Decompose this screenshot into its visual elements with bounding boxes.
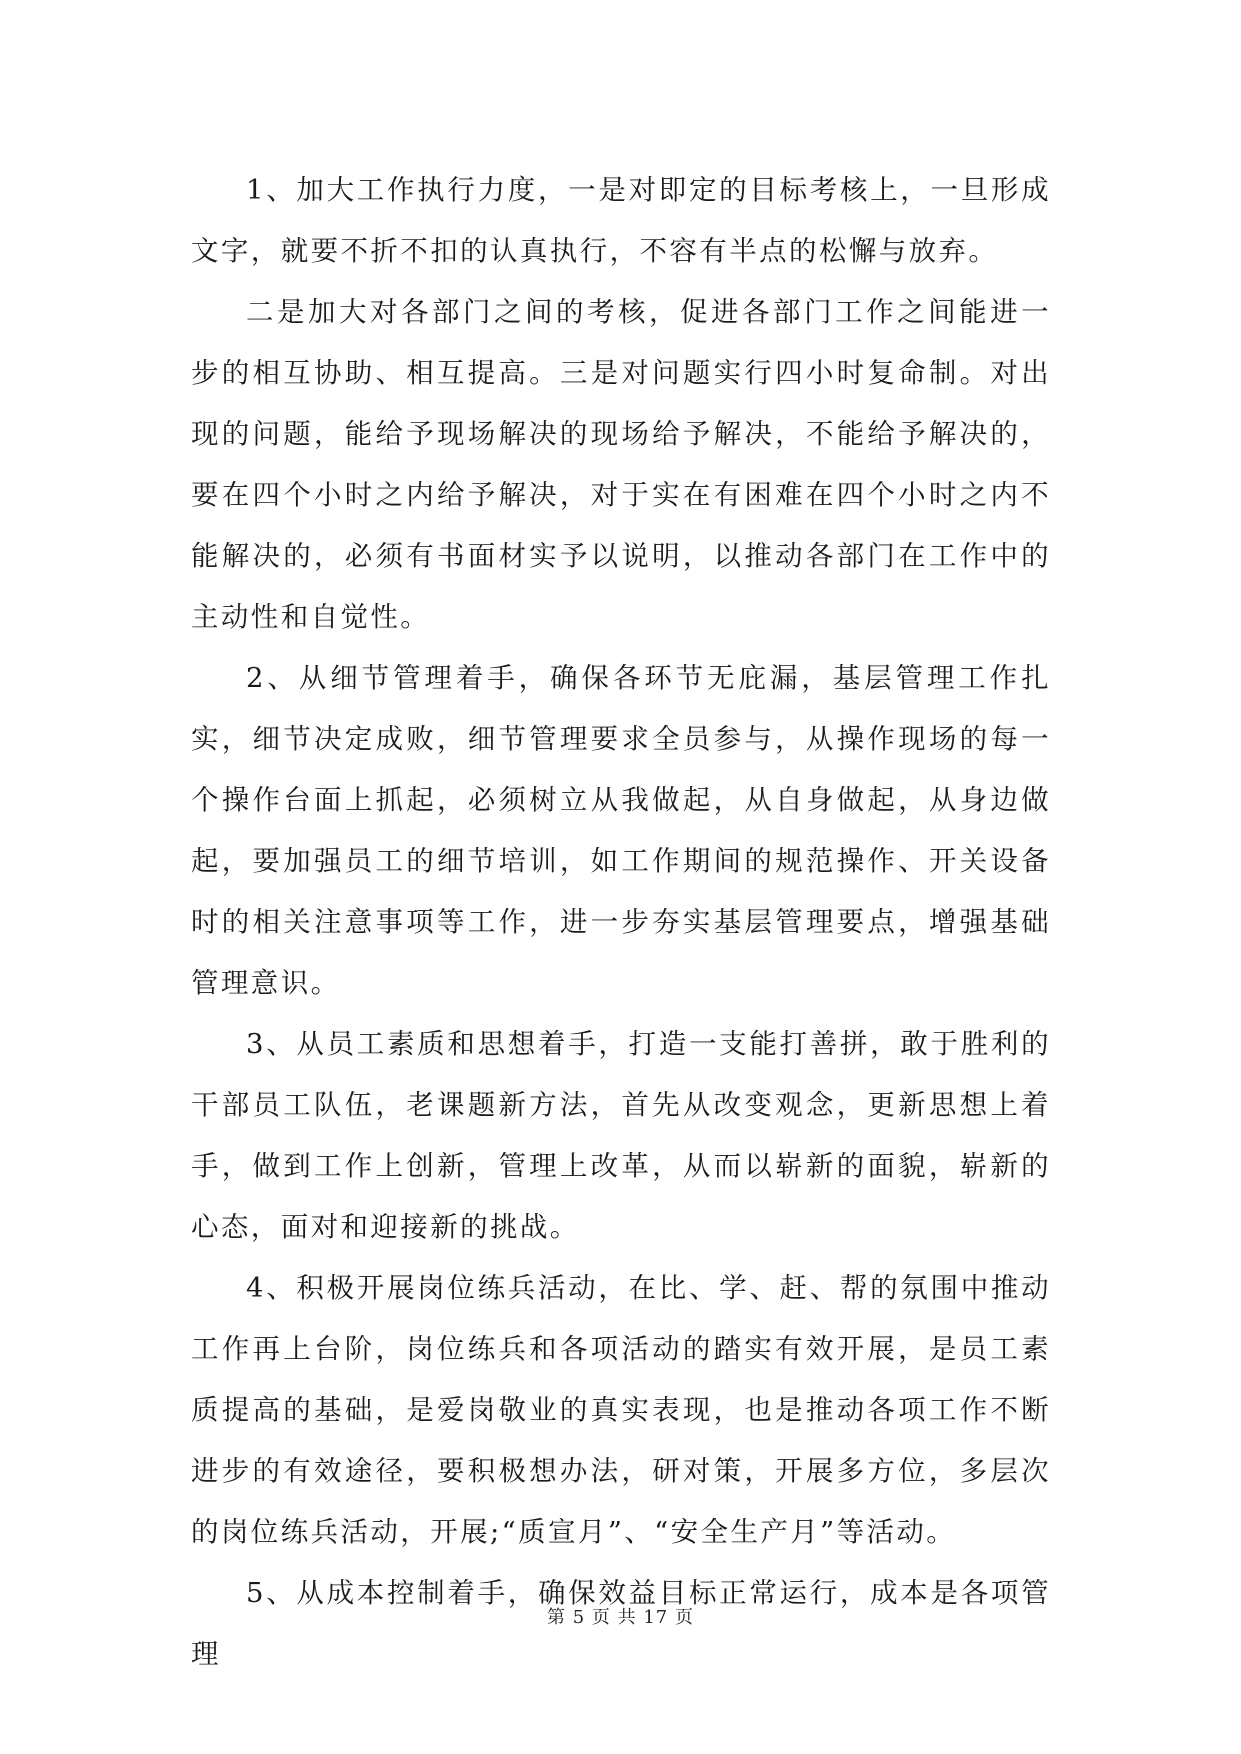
paragraph-6: 5、从成本控制着手，确保效益目标正常运行，成本是各项管理 [191,1577,1051,1670]
paragraph-5: 4、积极开展岗位练兵活动，在比、学、赶、帮的氛围中推动工作再上台阶，岗位练兵和各项活动的踏实有效开展，是员工素质提高的基础，是爱岗敬业的真实表现，也是推动各项工作不断进步的有效途径，要积极想办法，研对策，开展多方位，多层次的岗位练兵活动，开展;“质宣月”、“安全生产月”等活动。 [191,1272,1051,1548]
paragraph-2: 二是加大对各部门之间的考核，促进各部门工作之间能进一步的相互协助、相互提高。三是对问题实行四小时复命制。对出现的问题，能给予现场解决的现场给予解决，不能给予解决的，要在四个小时之内给予解决，对于实在有困难在四个小时之内不能解决的，必须有书面材实予以说明，以推动各部门在工作中的主动性和自觉性。 [191,296,1051,633]
paragraph-4: 3、从员工素质和思想着手，打造一支能打善拼，敢于胜利的干部员工队伍，老课题新方法，首先从改变观念，更新思想上着手，做到工作上创新，管理上改革，从而以崭新的面貌，崭新的心态，面对和迎接新的挑战。 [191,1028,1051,1243]
page-footer [0,1603,1241,1629]
paragraph-3: 2、从细节管理着手，确保各环节无庇漏，基层管理工作扎实，细节决定成败，细节管理要求全员参与，从操作现场的每一个操作台面上抓起，必须树立从我做起，从自身做起，从身边做起，要加强员工的细节培训，如工作期间的规范操作、开关设备时的相关注意事项等工作，进一步夯实基层管理要点，增强基础管理意识。 [191,662,1051,999]
body-text [191,160,1051,1685]
page-number-label: 第 5 页 共 17 页 [547,1607,694,1628]
paragraph-1: 1、加大工作执行力度，一是对即定的目标考核上，一旦形成文字，就要不折不扣的认真执行，不容有半点的松懈与放弃。 [191,174,1051,267]
